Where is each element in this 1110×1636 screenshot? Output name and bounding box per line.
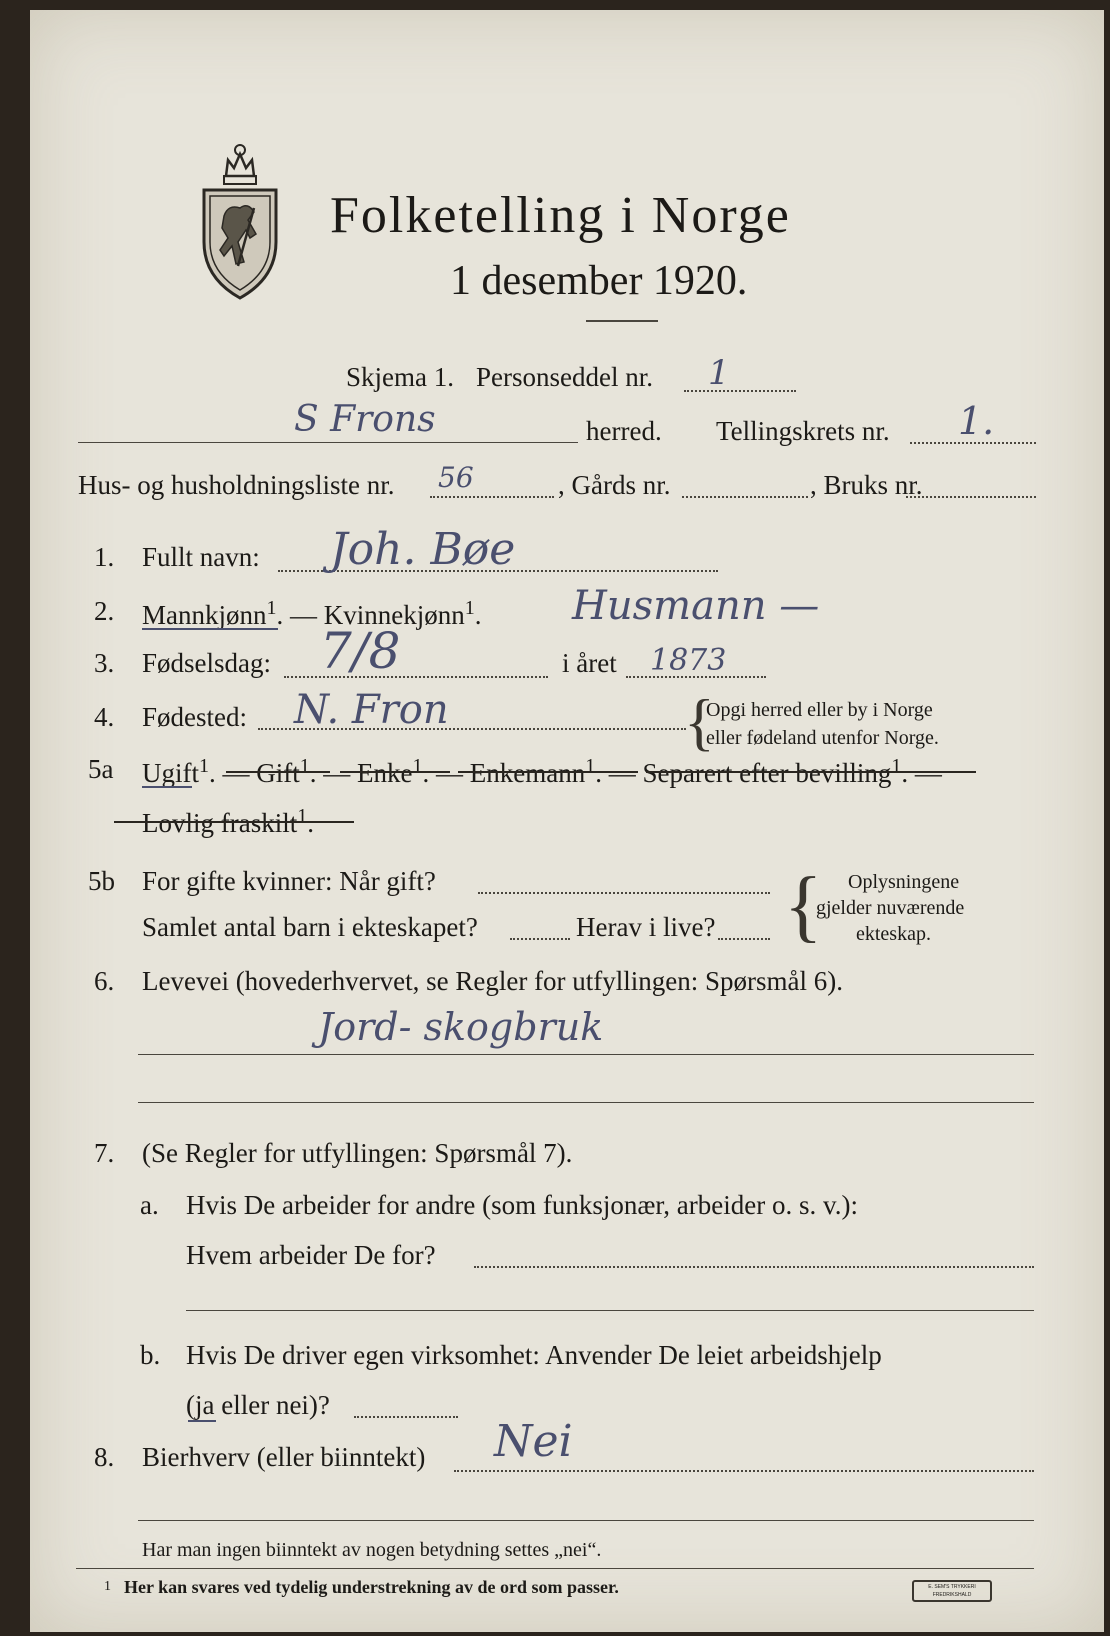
q4-value: N. Fron — [294, 687, 449, 733]
footnote-number: 1 — [104, 1579, 111, 1594]
personseddel-line — [684, 390, 796, 392]
q2-male-option: Mannkjønn — [142, 600, 267, 630]
q5a-enkemann-option: Enkemann — [469, 758, 586, 788]
q5a-number: 5a — [88, 754, 114, 784]
q5a-separert-option: Separert efter bevilling — [642, 758, 892, 788]
q7b-line2: (ja eller nei)? — [186, 1390, 330, 1420]
q2-female-option: Kvinnekjønn — [323, 600, 465, 630]
q2-number: 2. — [94, 596, 115, 626]
q1-number: 1. — [94, 542, 115, 572]
q5b-number: 5b — [88, 866, 115, 896]
krets-label: Tellingskrets nr. — [716, 416, 890, 446]
q4-label: Fødested: — [142, 702, 247, 732]
q1-value: Joh. Bøe — [330, 524, 516, 575]
q4-note-line2: eller fødeland utenfor Norge. — [706, 727, 939, 749]
q5a-strike-enkemann — [458, 771, 638, 773]
q5b-note-line3: ekteskap. — [856, 923, 931, 945]
q6-line1 — [138, 1054, 1034, 1055]
q7a-number: a. — [140, 1190, 159, 1220]
q1-label: Fullt navn: — [142, 542, 260, 572]
q5a-enke-option: Enke — [357, 758, 413, 788]
herred-value: S Frons — [294, 399, 436, 440]
hus-label: Hus- og husholdningsliste nr. — [78, 470, 395, 500]
q5b-brace: { — [784, 862, 823, 950]
q2-annotation: Husmann — — [572, 583, 820, 629]
q3-year-label: i året — [562, 648, 617, 678]
q3-number: 3. — [94, 648, 115, 678]
q4-note-line1: Opgi herred eller by i Norge — [706, 699, 933, 721]
herred-label: herred. — [586, 416, 662, 446]
personseddel-value: 1 — [708, 353, 730, 393]
hus-value: 56 — [438, 461, 474, 494]
q5b-line3 — [718, 938, 770, 940]
q5a-strike-separert — [646, 771, 976, 773]
hus-line — [430, 496, 554, 498]
q3-year-value: 1873 — [650, 643, 727, 678]
q5b-label3: Herav i live? — [576, 912, 716, 942]
q5a-strike-gift — [226, 771, 330, 773]
coat-of-arms-icon — [198, 138, 282, 304]
q5a-lovlig-option: Lovlig fraskilt$^1$. — [142, 805, 314, 838]
q5a-strike-lovlig — [114, 821, 354, 823]
q2-male-underline — [142, 628, 278, 630]
census-form — [30, 10, 1104, 1632]
footnote-text: Her kan svares ved tydelig understrekning av de ord som passer. — [124, 1577, 619, 1597]
q5a-gift-option: Gift — [256, 758, 300, 788]
q5b-note-line1: Oplysningene — [848, 871, 960, 893]
printer-stamp: E. SEM'S TRYKKERI FREDRIKSHALD — [912, 1580, 992, 1602]
q6-value: Jord- skogbruk — [318, 1005, 604, 1049]
form-title: Folketelling i Norge — [330, 187, 791, 244]
q8-value: Nei — [494, 1416, 573, 1467]
q2-options: Mannkjønn$^1$. — Kvinnekjønn$^1$. — [142, 597, 482, 630]
q7a-line2: Hvem arbeider De for? — [186, 1240, 436, 1270]
q5b-label2: Samlet antal barn i ekteskapet? — [142, 912, 478, 942]
q3-label: Fødselsdag: — [142, 648, 272, 678]
q5a-options: Ugift$^1$. — Gift$^1$. — Enke$^1$. — Enkemann$^1$. — Separert efter bevilling$^1$. — — [142, 755, 942, 788]
footnote-rule — [76, 1568, 1034, 1569]
q6-line2 — [138, 1102, 1034, 1103]
bruks-label: , Bruks nr. — [810, 470, 923, 500]
q5b-label1: For gifte kvinner: Når gift? — [142, 866, 436, 896]
q8-label: Bierhverv (eller biinntekt) — [142, 1442, 426, 1472]
q6-number: 6. — [94, 966, 115, 996]
q7-label: (Se Regler for utfyllingen: Spørsmål 7). — [142, 1138, 573, 1168]
q8-number: 8. — [94, 1442, 115, 1472]
q8-line — [454, 1470, 1034, 1472]
q3-value: 7/8 — [320, 622, 401, 680]
q5b-line1 — [478, 892, 770, 894]
q5b-line2 — [510, 938, 570, 940]
q7a-line1: Hvis De arbeider for andre (som funksjonær, arbeider o. s. v.): — [186, 1190, 858, 1220]
q6-label: Levevei (hovederhvervet, se Regler for utfyllingen: Spørsmål 6). — [142, 966, 844, 996]
q5a-ugift-underline — [142, 786, 192, 788]
biinntekt-note: Har man ingen biinntekt av nogen betydning settes „nei“. — [142, 1539, 602, 1561]
q7a-line-b — [186, 1310, 1034, 1311]
q7b-ja-underline — [188, 1420, 216, 1422]
q7a-line-a — [474, 1266, 1034, 1268]
q7b-line — [354, 1416, 458, 1418]
census-date: 1 desember 1920. — [450, 258, 748, 304]
personseddel-label: Personseddel nr. — [476, 362, 653, 392]
q7b-number: b. — [140, 1340, 161, 1370]
bruks-line — [906, 496, 1036, 498]
q7b-line1: Hvis De driver egen virksomhet: Anvender De leiet arbeidshjelp — [186, 1340, 882, 1370]
schema-label: Skjema 1. — [346, 362, 454, 392]
title-rule — [586, 320, 658, 322]
q5b-note-line2: gjelder nuværende — [816, 897, 965, 919]
q5a-strike-enke — [340, 771, 450, 773]
herred-line — [78, 442, 578, 443]
gards-label: , Gårds nr. — [558, 470, 671, 500]
krets-value: 1. — [958, 399, 995, 443]
gards-line — [682, 496, 808, 498]
q4-brace: { — [684, 686, 715, 757]
q8-line2 — [138, 1520, 1034, 1521]
q7-number: 7. — [94, 1138, 115, 1168]
q5a-ugift-option: Ugift — [142, 758, 199, 788]
q4-number: 4. — [94, 702, 115, 732]
